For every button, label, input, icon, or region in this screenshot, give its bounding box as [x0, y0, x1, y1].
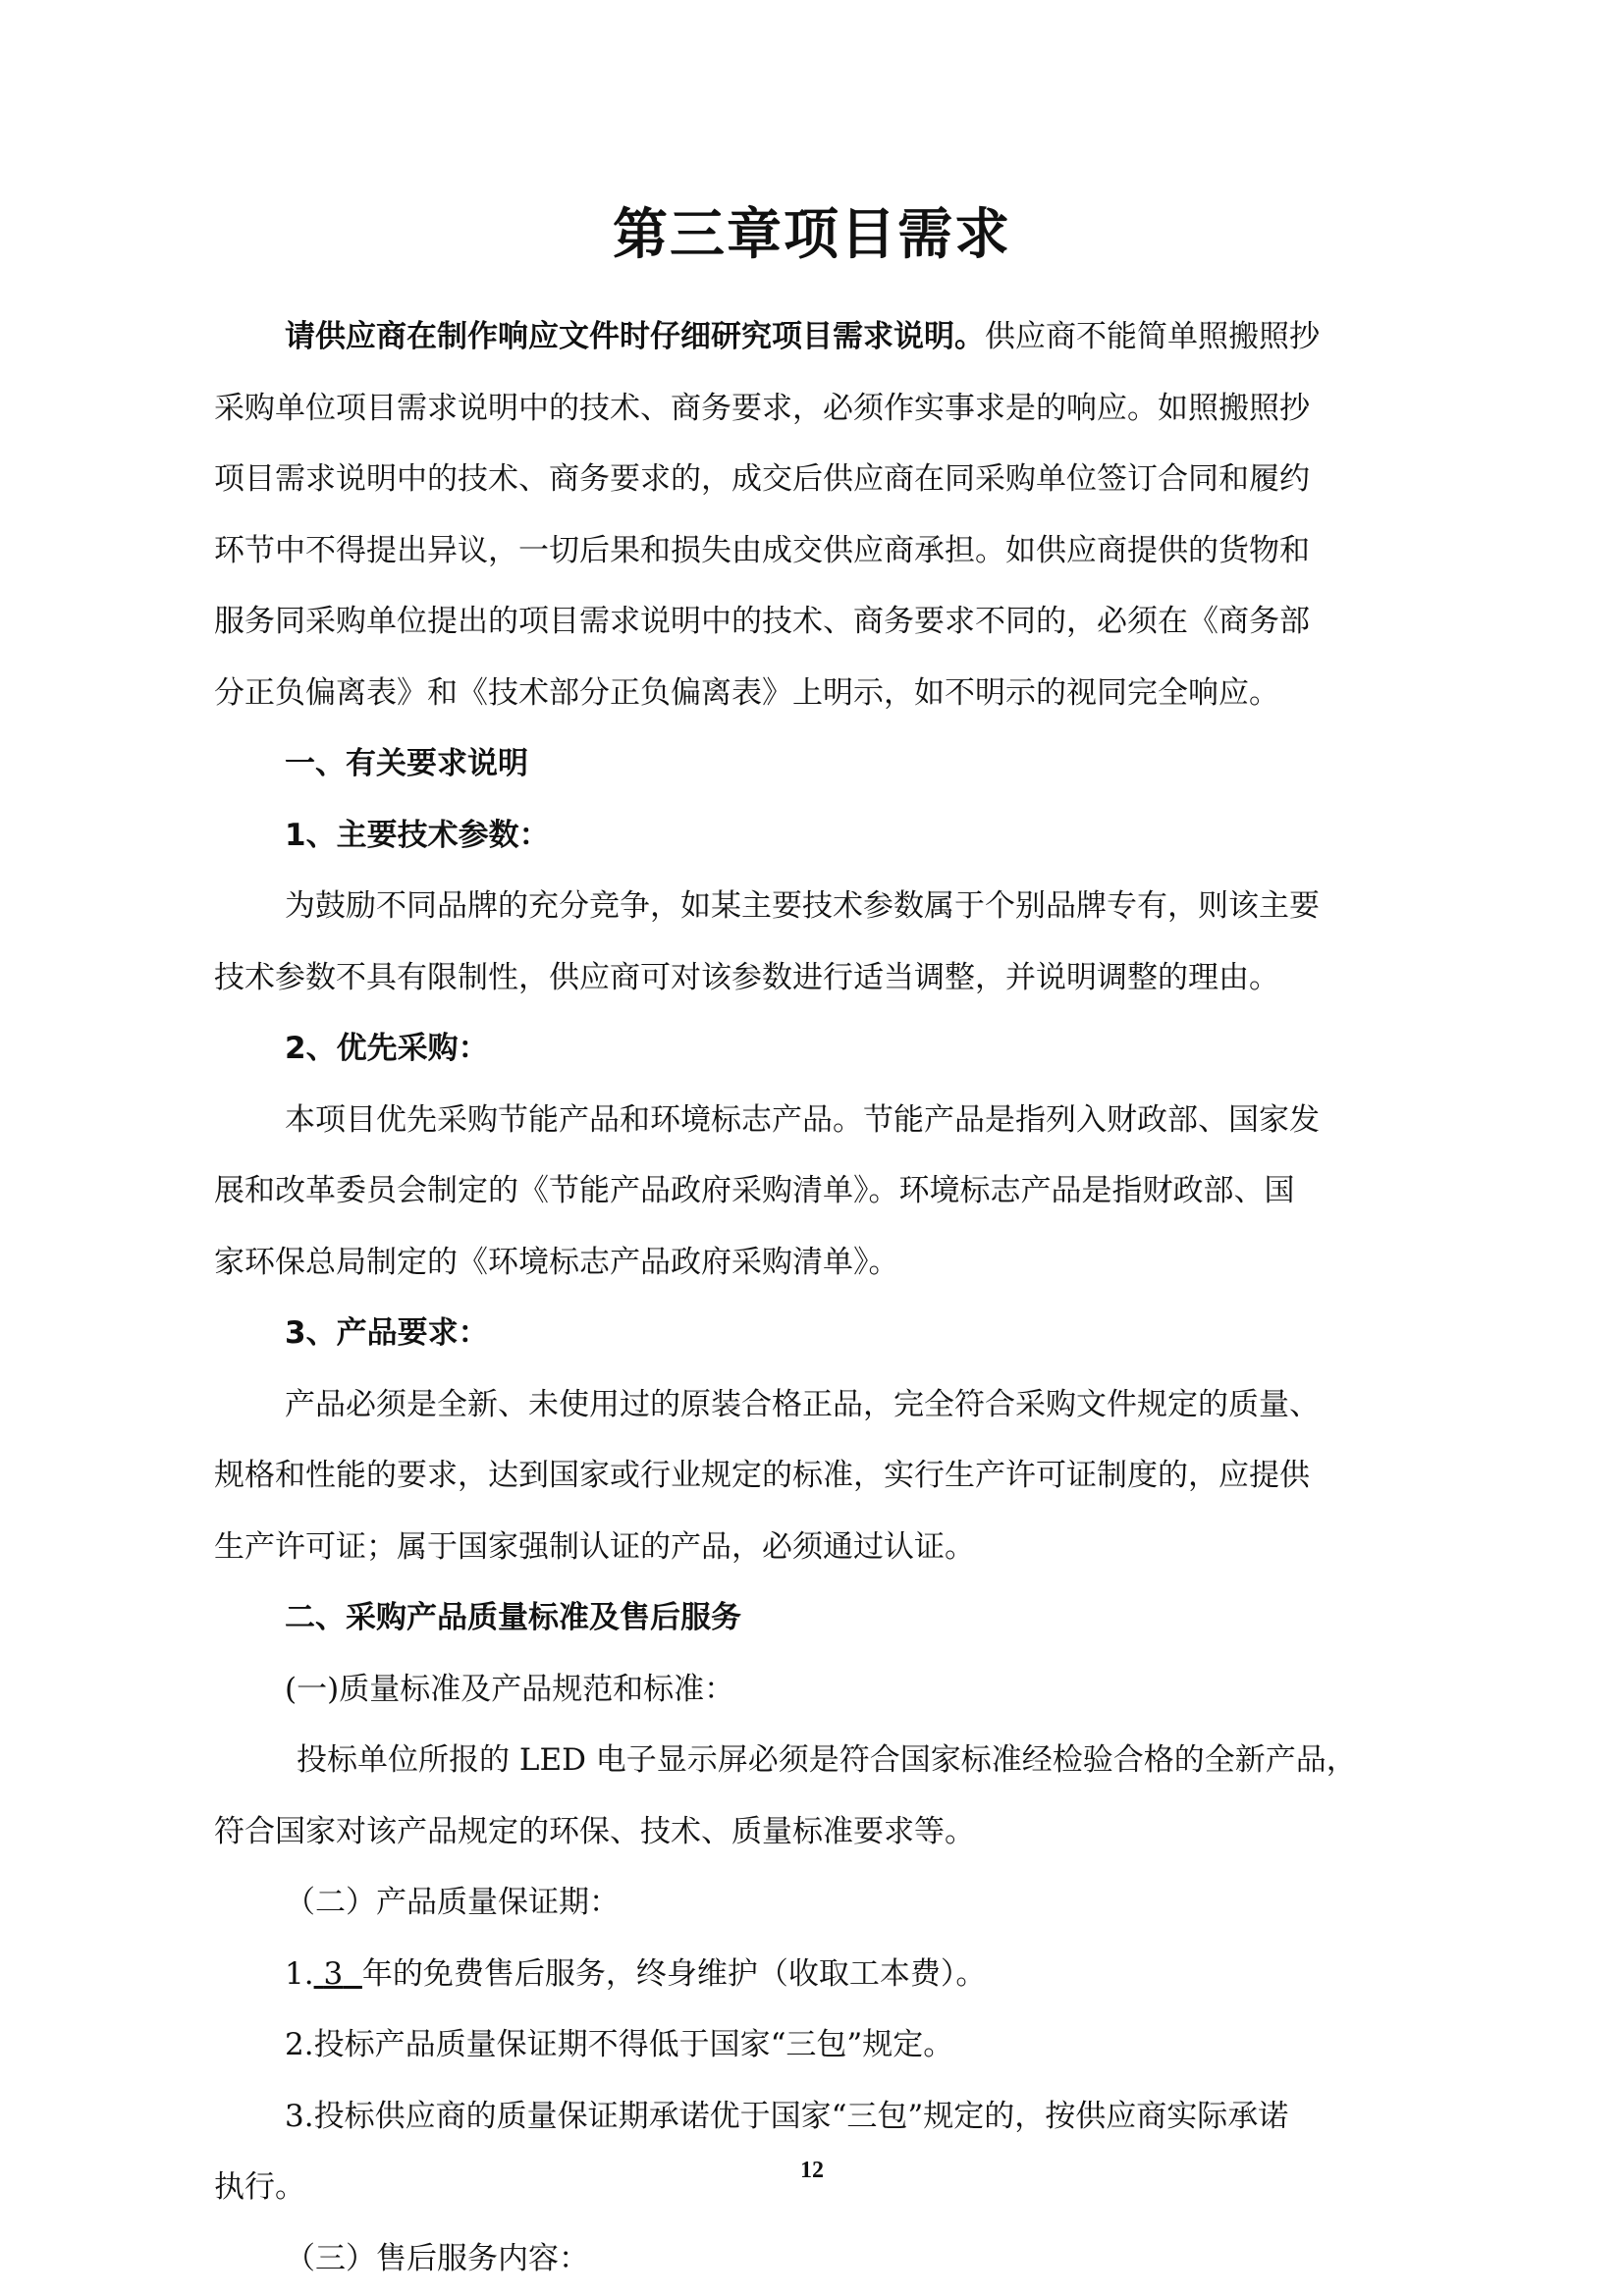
paragraph-line: 本项目优先采购节能产品和环境标志产品。节能产品是指列入财政部、国家发 — [285, 1101, 1320, 1138]
paragraph-line: 展和改革委员会制定的《节能产品政府采购清单》。环境标志产品是指财政部、国 — [214, 1173, 1295, 1208]
intro-line: 采购单位项目需求说明中的技术、商务要求，必须作实事求是的响应。如照搬照抄 — [214, 390, 1310, 426]
subsection-heading: （二）产品质量保证期： — [285, 1885, 620, 1920]
intro-line — [214, 301, 1424, 373]
paragraph-line: 符合国家对该产品规定的环保、技术、质量标准要求等。 — [214, 1813, 975, 1849]
document-body — [214, 301, 1424, 2294]
section-2 — [214, 1582, 1424, 2294]
chapter-title: 第三章项目需求 — [613, 203, 1011, 267]
page-number: 12 — [800, 2158, 824, 2183]
intro-paragraph — [214, 301, 1424, 728]
section-heading: 一、有关要求说明 — [285, 746, 528, 781]
paragraph-line: 规格和性能的要求，达到国家或行业规定的标准，实行生产许可证制度的，应提供 — [214, 1458, 1310, 1493]
paragraph-line: 投标单位所报的 LED 电子显示屏必须是符合国家标准经检验合格的全新产品， — [297, 1742, 1357, 1778]
subsection-heading: 2、优先采购： — [285, 1031, 489, 1066]
section-1 — [214, 728, 1424, 1582]
warranty-item-1-prefix: 1. — [285, 1955, 314, 1992]
subsection-heading: （三）售后服务内容： — [285, 2240, 589, 2276]
warranty-years: 3 — [323, 1955, 344, 1992]
paragraph-line: 技术参数不具有限制性，供应商可对该参数进行适当调整，并说明调整的理由。 — [214, 959, 1279, 995]
intro-line: 分正负偏离表》和《技术部分正负偏离表》上明示，如不明示的视同完全响应。 — [214, 674, 1279, 711]
warranty-item-3: 3.投标供应商的质量保证期承诺优于国家“三包”规定的，按供应商实际承诺 — [285, 2098, 1289, 2134]
intro-line: 项目需求说明中的技术、商务要求的，成交后供应商在同采购单位签订合同和履约 — [214, 461, 1310, 497]
paragraph-line: 家环保总局制定的《环境标志产品政府采购清单》。 — [214, 1244, 899, 1280]
warranty-item-3-cont: 执行。 — [214, 2169, 305, 2205]
section-heading: 二、采购产品质量标准及售后服务 — [285, 1600, 741, 1635]
intro-bold-lead: 请供应商在制作响应文件时仔细研究项目需求说明。 — [285, 319, 985, 354]
intro-line: 环节中不得提出异议，一切后果和损失由成交供应商承担。如供应商提供的货物和 — [214, 532, 1310, 568]
subsection-heading: 1、主要技术参数： — [285, 817, 550, 853]
subsection-heading: (一)质量标准及产品规范和标准： — [285, 1671, 735, 1707]
subsection-heading: 3、产品要求： — [285, 1315, 489, 1351]
paragraph-line: 生产许可证；属于国家强制认证的产品，必须通过认证。 — [214, 1528, 975, 1565]
intro-line: 服务同采购单位提出的项目需求说明中的技术、商务要求不同的，必须在《商务部 — [214, 604, 1310, 639]
warranty-item-1-suffix: 年的免费售后服务，终身维护（收取工本费）。 — [361, 1955, 987, 1992]
paragraph-line: 产品必须是全新、未使用过的原装合格正品，完全符合采购文件规定的质量、 — [285, 1386, 1320, 1422]
warranty-item-1 — [214, 1939, 1424, 2010]
paragraph-line: 为鼓励不同品牌的充分竞争，如某主要技术参数属于个别品牌专有，则该主要 — [285, 888, 1320, 924]
warranty-item-2: 2.投标产品质量保证期不得低于国家“三包”规定。 — [285, 2027, 954, 2062]
intro-lead-rest: 供应商不能简单照搬照抄 — [985, 319, 1320, 354]
